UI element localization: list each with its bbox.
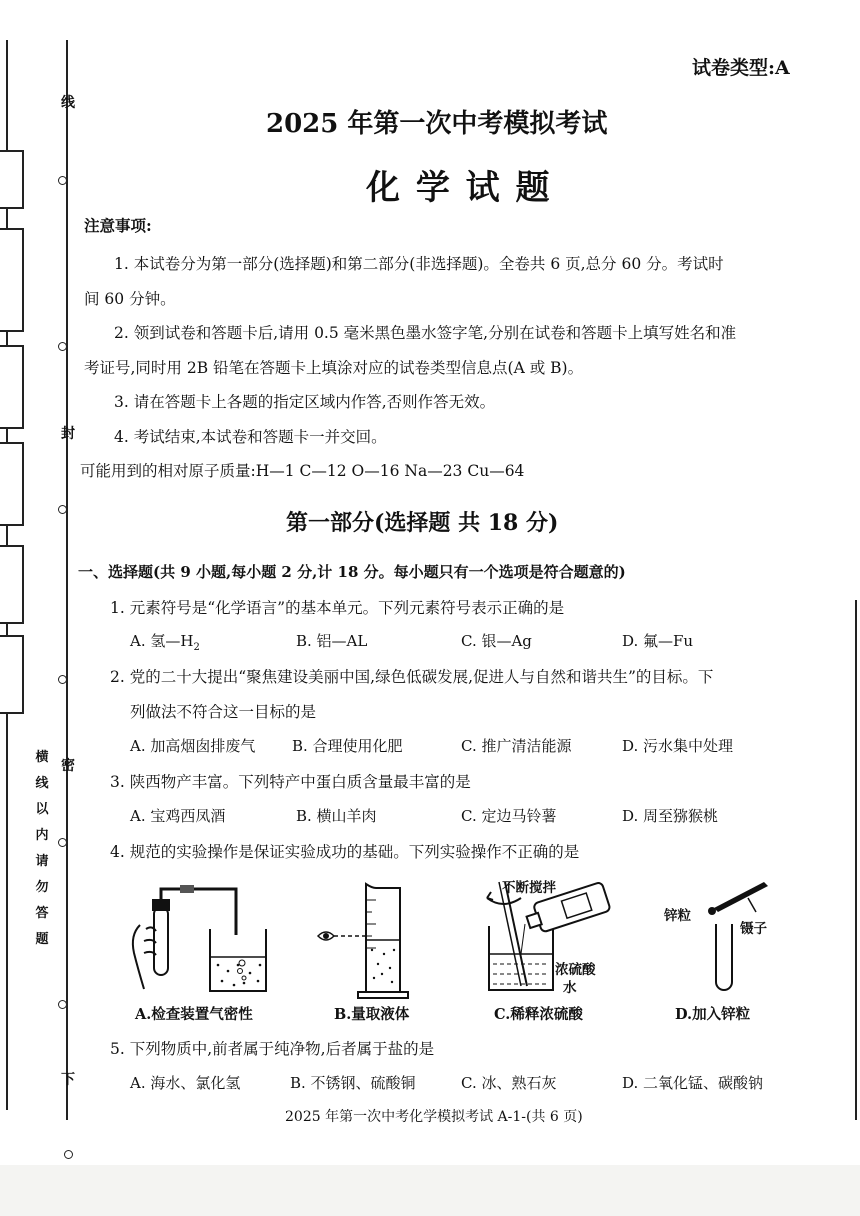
q2-stem-line1: 2. 党的二十大提出“聚焦建设美丽中国,绿色低碳发展,促进人与自然和谐共生”的目标。下 xyxy=(110,668,714,686)
margin-line-char: 线 xyxy=(61,95,75,111)
q4-option-a-label: A.检查装置气密性 xyxy=(135,1006,253,1023)
q1-option-b: B. 铝—AL xyxy=(296,632,368,650)
q3-option-b: B. 横山羊肉 xyxy=(296,807,377,825)
notice-item2-line1: 2. 领到试卷和答题卡后,请用 0.5 毫米黑色墨水签字笔,分别在试卷和答题卡上填写姓名和准 xyxy=(114,324,737,342)
margin-down-char: 下 xyxy=(61,1072,75,1088)
q4-fig-c-acid-label: 浓硫酸 xyxy=(555,962,596,978)
figure-b-cylinder xyxy=(308,880,438,1002)
q5-option-a: A. 海水、氯化氢 xyxy=(130,1074,241,1092)
paper-type: 试卷类型:A xyxy=(692,57,790,79)
q3-option-a: A. 宝鸡西凤酒 xyxy=(130,807,226,825)
q5-option-b: B. 不锈钢、硫酸铜 xyxy=(290,1074,416,1092)
q2-option-d: D. 污水集中处理 xyxy=(622,737,734,755)
q4-fig-c-stir-label: 不断搅拌 xyxy=(502,880,556,896)
figure-d-zinc xyxy=(690,872,790,1002)
q2-option-a: A. 加高烟囱排废气 xyxy=(130,737,256,755)
notice-item2-line2: 考证号,同时用 2B 铅笔在答题卡上填涂对应的试卷类型信息点(A 或 B)。 xyxy=(84,359,584,377)
notice-heading: 注意事项: xyxy=(84,216,152,235)
q2-option-c: C. 推广清洁能源 xyxy=(461,737,572,755)
q1-option-c: C. 银—Ag xyxy=(461,632,532,650)
notice-item1-line1: 1. 本试卷分为第一部分(选择题)和第二部分(非选择题)。全卷共 6 页,总分 60 分。考试时 xyxy=(114,255,724,273)
q1-option-a-sub: 2 xyxy=(193,642,200,653)
q5-option-d: D. 二氧化锰、碳酸钠 xyxy=(622,1074,764,1092)
notice-item4: 4. 考试结束,本试卷和答题卡一并交回。 xyxy=(114,428,387,446)
q2-stem-line2: 列做法不符合这一目标的是 xyxy=(130,703,317,721)
q4-option-b-label: B.量取液体 xyxy=(334,1006,410,1023)
q2-option-b: B. 合理使用化肥 xyxy=(292,737,403,755)
exam-title: 2025 年第一次中考模拟考试 xyxy=(266,109,608,139)
q4-option-c-label: C.稀释浓硫酸 xyxy=(494,1006,583,1023)
q1-stem: 1. 元素符号是“化学语言”的基本单元。下列元素符号表示正确的是 xyxy=(110,599,565,617)
part1-title: 第一部分(选择题 共 18 分) xyxy=(286,510,559,536)
q1-option-a xyxy=(130,630,200,653)
section1-heading: 一、选择题(共 9 小题,每小题 2 分,计 18 分。每小题只有一个选项是符合题意的) xyxy=(78,563,626,581)
q4-fig-c-water-label: 水 xyxy=(563,980,577,996)
q3-stem: 3. 陕西物产丰富。下列特产中蛋白质含量最丰富的是 xyxy=(110,773,471,791)
q5-option-c: C. 冰、熟石灰 xyxy=(461,1074,557,1092)
q1-option-a-text: A. 氢—H xyxy=(130,632,194,650)
q5-stem: 5. 下列物质中,前者属于纯净物,后者属于盐的是 xyxy=(110,1040,435,1058)
margin-seal-char: 封 xyxy=(61,426,75,442)
margin-do-not-answer: 横线以内请勿答题 xyxy=(35,750,49,947)
q3-option-c: C. 定边马铃薯 xyxy=(461,807,557,825)
exam-subject: 化 学 试 题 xyxy=(366,168,552,208)
q4-option-d-label: D.加入锌粒 xyxy=(675,1006,751,1023)
figure-a-airtightness xyxy=(118,885,278,1000)
page-footer: 2025 年第一次中考化学模拟考试 A-1-(共 6 页) xyxy=(285,1109,583,1125)
notice-item1-line2: 间 60 分钟。 xyxy=(84,290,176,308)
margin-secret-char: 密 xyxy=(61,758,75,774)
q4-stem: 4. 规范的实验操作是保证实验成功的基础。下列实验操作不正确的是 xyxy=(110,843,580,861)
q3-option-d: D. 周至猕猴桃 xyxy=(622,807,719,825)
notice-item3: 3. 请在答题卡上各题的指定区域内作答,否则作答无效。 xyxy=(114,393,496,411)
q4-fig-d-zinc-label: 锌粒 xyxy=(664,908,691,924)
atomic-masses: 可能用到的相对原子质量:H—1 C—12 O—16 Na—23 Cu—64 xyxy=(80,462,525,480)
q4-fig-d-tweezers-label: 镊子 xyxy=(740,921,767,937)
q1-option-d: D. 氟—Fu xyxy=(622,632,694,650)
